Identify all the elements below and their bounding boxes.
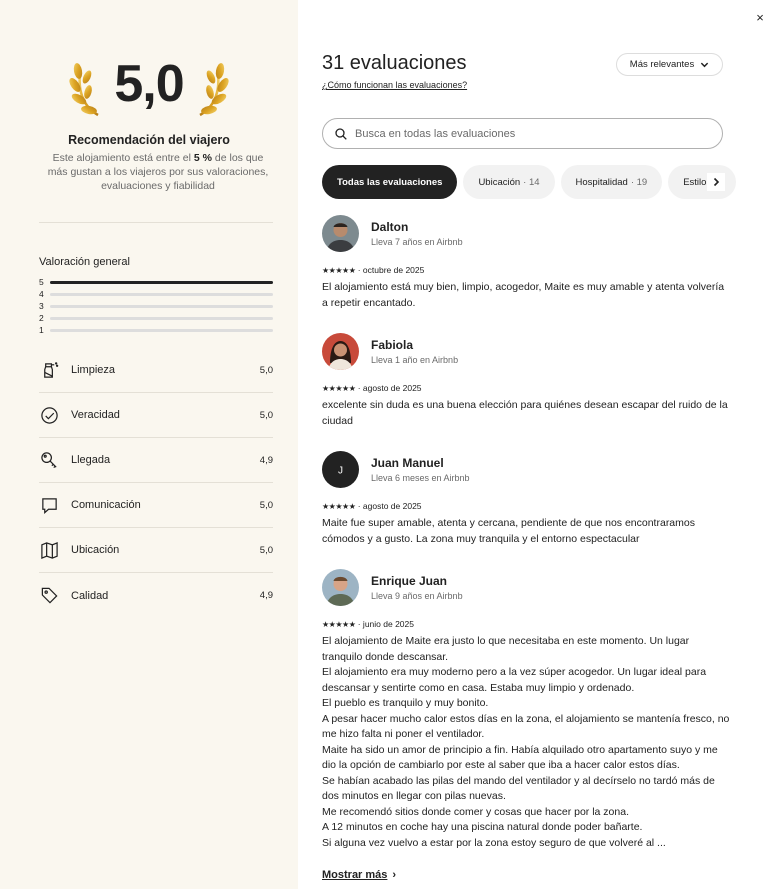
reviewer-tenure: Lleva 7 años en Airbnb: [371, 236, 463, 247]
rating-summary-panel: [0, 0, 298, 889]
close-button[interactable]: ×: [756, 10, 764, 25]
category-name: Calidad: [71, 589, 109, 602]
review-date: · octubre de 2025: [357, 265, 425, 275]
reviews-panel: [298, 0, 768, 889]
check-circle-icon: [39, 405, 59, 425]
reviewer-tenure: Lleva 9 años en Airbnb: [371, 590, 463, 601]
category-accuracy: [39, 393, 273, 438]
key-icon: [39, 450, 59, 470]
chip-label: Ubicación: [478, 176, 521, 188]
review-stars: ★★★★★: [322, 501, 356, 511]
reviewer-name: Juan Manuel: [371, 455, 444, 470]
avatar[interactable]: [322, 333, 359, 370]
review-stars: ★★★★★: [322, 265, 356, 275]
chip-label: Todas las evaluaciones: [337, 176, 443, 188]
tag-icon: [39, 586, 59, 606]
category-score: 5,0: [259, 544, 273, 556]
category-score: 4,9: [259, 590, 273, 601]
chip-label: Hospitalidad: [575, 176, 628, 188]
category-score: 4,9: [259, 454, 273, 466]
category-communication: [39, 483, 273, 528]
guest-favorite-description: Este alojamiento está entre el 5 % de los que más gustan a los viajeros por sus valoraciones, evaluaciones y fiabilidad: [47, 152, 269, 192]
chevron-right-icon: ›: [392, 869, 397, 881]
category-score: 5,0: [259, 499, 273, 511]
category-score: 5,0: [259, 364, 273, 376]
rating-bar-label: 1: [39, 325, 44, 335]
chip-label: Estilo: [683, 176, 707, 188]
review-item: [322, 450, 732, 547]
search-reviews[interactable]: [322, 118, 723, 149]
avatar[interactable]: [322, 451, 359, 488]
category-cleanliness: [39, 348, 273, 393]
review-stars: ★★★★★: [322, 383, 356, 393]
category-ratings: [39, 348, 273, 618]
review-text: excelente sin duda es una buena elección para quiénes desean escapar del ruido de la ciudad: [322, 399, 728, 427]
chat-bubble-icon: [39, 495, 59, 515]
rating-bar-label: 3: [39, 301, 44, 311]
chip-count: · 14: [523, 176, 540, 188]
rating-bar-label: 4: [39, 289, 44, 299]
overall-score: 5,0: [114, 55, 184, 113]
sort-label: Más relevantes: [629, 59, 695, 70]
review-text: El alojamiento de Maite era justo lo que necesitaba en este momento. Un lugar tranquilo donde descansar. El alojamiento era muy moderno pero a la vez súper acogedor. Un lugar ideal para descansar y sentirte como en casa. Estaba muy limpio y ordenado. El pueblo es tranquilo y muy bonito. A pesar hacer mucho calor estos días en la zona, el alojamiento se mantenía fresco, no me hizo falta ni poner el ventilador. Maite ha sido un amor de principio a fin. Había alquilado otro apartamento suyo y me dio la opción de cambiarlo por este al saber que iba a hacer calor estos días. Se habían acabado las pilas del mando del ventilador y al decírselo no tardó más de dos minutos en llegar con pilas nuevas. Me recomendó sitios donde comer y cosas que hacer por la zona. A 12 minutos en coche hay una piscina natural donde poder bañarte. Si alguna vez vuelvo a estar por la zona estoy seguro de que volveré al ...: [322, 635, 730, 849]
chips-next-button[interactable]: [707, 173, 725, 191]
review-text: Maite fue super amable, atenta y cercana, pendiente de que nos encontraramos cómodos y a gusto. La zona muy tranquila y el entorno espectacular: [322, 517, 695, 545]
category-name: Llegada: [71, 454, 111, 466]
overall-rating-title: Valoración general: [39, 256, 130, 268]
reviewer-name: Fabiola: [371, 337, 414, 352]
guest-favorite-title: Recomendación del viajero: [68, 133, 230, 147]
category-checkin: [39, 438, 273, 483]
rating-bar-row: [39, 300, 273, 312]
review-date: · agosto de 2025: [357, 383, 422, 393]
chip-all-reviews[interactable]: [322, 165, 457, 199]
rating-bar-row: [39, 288, 273, 300]
chip-style[interactable]: [668, 165, 735, 199]
review-item: [322, 568, 732, 851]
category-name: Veracidad: [71, 409, 120, 421]
avatar[interactable]: [322, 569, 359, 606]
rating-bar-label: 5: [39, 277, 44, 287]
category-location: [39, 528, 273, 573]
reviews-count-title: 31 evaluaciones: [322, 52, 467, 74]
review-date: · agosto de 2025: [357, 501, 422, 511]
rating-bar-label: 2: [39, 313, 44, 323]
spray-bottle-icon: [39, 360, 59, 380]
review-date: · junio de 2025: [357, 619, 414, 629]
review-item: [322, 332, 732, 429]
category-score: 5,0: [259, 409, 273, 421]
review-filter-chips: [322, 164, 740, 200]
sort-dropdown[interactable]: [616, 53, 723, 76]
reviewer-name: Enrique Juan: [371, 573, 448, 588]
rating-bar-row: [39, 324, 273, 336]
rating-bar-fill: [50, 281, 273, 284]
avatar-initial: J: [338, 465, 343, 476]
chevron-right-icon: [711, 177, 721, 187]
chip-count: · 19: [630, 176, 648, 188]
divider: [39, 222, 273, 223]
review-stars: ★★★★★: [322, 619, 356, 629]
reviewer-name: Dalton: [371, 219, 409, 234]
rating-bar-row: [39, 276, 273, 288]
reviewer-tenure: Lleva 6 meses en Airbnb: [371, 472, 470, 483]
category-value: [39, 573, 273, 618]
show-more-label: Mostrar más: [322, 869, 388, 881]
show-more-link[interactable]: [322, 869, 396, 881]
rating-distribution: [39, 276, 273, 336]
chip-hospitality[interactable]: [561, 165, 663, 199]
category-name: Ubicación: [71, 544, 120, 556]
guest-favorite-badge: [0, 45, 298, 123]
map-icon: [39, 540, 59, 560]
avatar[interactable]: [322, 215, 359, 252]
laurel-left-icon: [68, 49, 108, 119]
search-input[interactable]: [355, 128, 722, 140]
rating-bar-row: [39, 312, 273, 324]
laurel-right-icon: [190, 49, 230, 119]
chevron-down-icon: [700, 60, 709, 69]
category-name: Comunicación: [71, 499, 141, 511]
review-item: [322, 214, 732, 311]
search-icon: [335, 128, 347, 140]
chip-location[interactable]: [463, 165, 554, 199]
how-reviews-work-link[interactable]: ¿Cómo funcionan las evaluaciones?: [322, 80, 468, 90]
review-text: El alojamiento está muy bien, limpio, acogedor, Maite es muy amable y atenta volvería a repetir encantado.: [322, 281, 725, 309]
category-name: Limpieza: [71, 364, 116, 376]
reviewer-tenure: Lleva 1 año en Airbnb: [371, 354, 459, 365]
